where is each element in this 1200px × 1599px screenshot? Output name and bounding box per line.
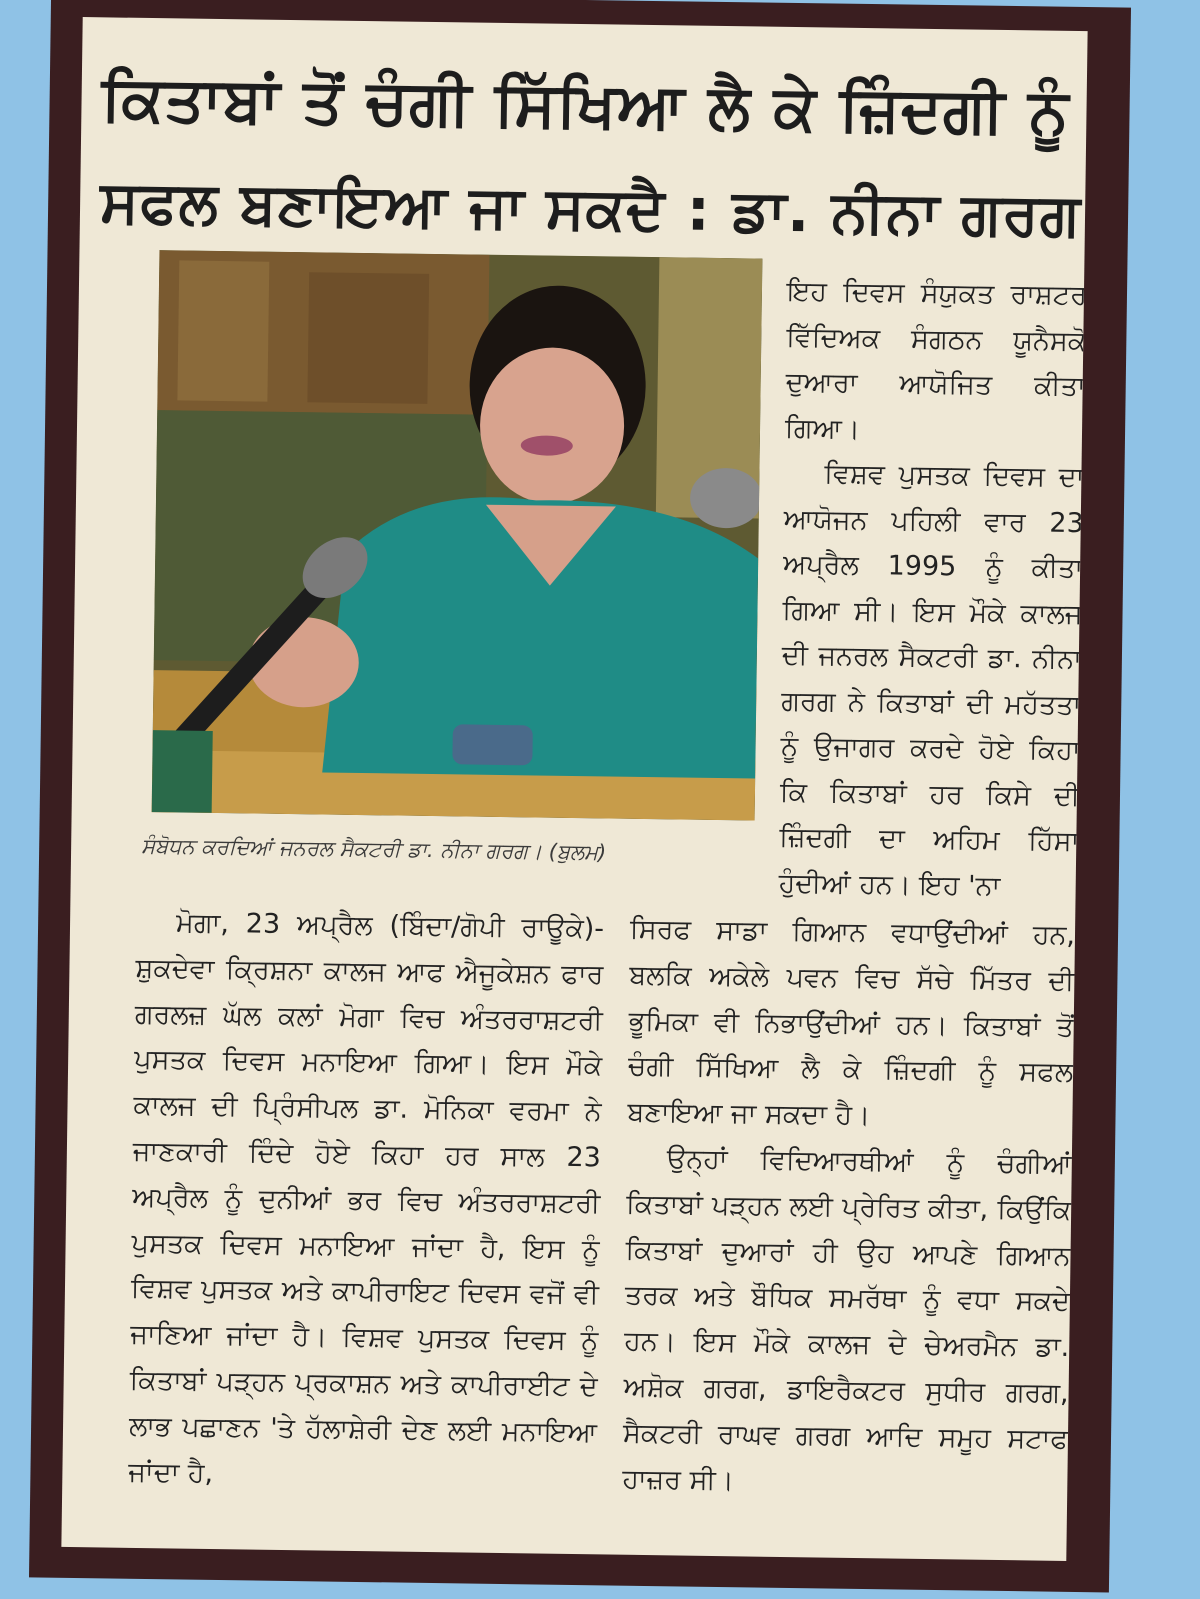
paragraph: ਮੋਗਾ, 23 ਅਪ੍ਰੈਲ (ਬਿੰਦਾ/ਗੋਪੀ ਰਾਊਕੇ)-ਸ਼ੁਕਦੇਵਾ ਕ੍ਰਿਸ਼ਨਾ ਕਾਲਜ ਆਫ ਐਜੂਕੇਸ਼ਨ ਫਾਰ ਗਰਲਜ਼ ਘੱਲ ਕਲਾਂ ਮੋਗਾ ਵਿਚ ਅੰਤਰਰਾਸ਼ਟਰੀ ਪੁਸਤਕ ਦਿਵਸ ਮਨਾਇਆ ਗਿਆ। ਇਸ ਮੌਕੇ ਕਾਲਜ ਦੀ ਪ੍ਰਿੰਸੀਪਲ ਡਾ. ਮੋਨਿਕਾ ਵਰਮਾ ਨੇ ਜਾਣਕਾਰੀ ਦਿੰਦੇ ਹੋਏ ਕਿਹਾ ਹਰ ਸਾਲ 23 ਅਪ੍ਰੈਲ ਨੂੰ ਦੁਨੀਆਂ ਭਰ ਵਿਚ ਅੰਤਰਰਾਸ਼ਟਰੀ ਪੁਸਤਕ ਦਿਵਸ ਮਨਾਇਆ ਜਾਂਦਾ ਹੈ, ਇਸ ਨੂੰ ਵਿਸ਼ਵ ਪੁਸਤਕ ਅਤੇ ਕਾਪੀਰਾਇਟ ਦਿਵਸ ਵਜੋਂ ਵੀ ਜਾਣਿਆ ਜਾਂਦਾ ਹੈ। ਵਿਸ਼ਵ ਪੁਸਤਕ ਦਿਵਸ ਨੂੰ ਕਿਤਾਬਾਂ ਪੜ੍ਹਨ ਪ੍ਰਕਾਸ਼ਨ ਅਤੇ ਕਾਪੀਰਾਈਟ ਦੇ ਲਾਭ ਪਛਾਣਨ 'ਤੇ ਹੱਲਾਸ਼ੇਰੀ ਦੇਣ ਲਈ ਮਨਾਇਆ ਜਾਂਦਾ ਹੈ, (128, 907, 605, 1489)
paragraph: ਸਿਰਫ ਸਾਡਾ ਗਿਆਨ ਵਧਾਉਂਦੀਆਂ ਹਨ, ਬਲਕਿ ਅਕੇਲੇ ਪਵਨ ਵਿਚ ਸੱਚੇ ਮਿੱਤਰ ਦੀ ਭੂਮਿਕਾ ਵੀ ਨਿਭਾਉਂਦੀਆਂ ਹਨ। ਕਿਤਾਬਾਂ ਤੋਂ ਚੰਗੀ ਸਿੱਖਿਆ ਲੈ ਕੇ ਜ਼ਿੰਦਗੀ ਨੂੰ ਸਫਲ ਬਣਾਇਆ ਜਾ ਸਕਦਾ ਹੈ। (627, 913, 1076, 1132)
headline-line-2: ਸਫਲ ਬਣਾਇਆ ਜਾ ਸਕਦੈ : ਡਾ. ਨੀਨਾ ਗਰਗ (99, 167, 1082, 250)
paragraph: ਉਨ੍ਹਾਂ ਵਿਦਿਆਰਥੀਆਂ ਨੂੰ ਚੰਗੀਆਂ ਕਿਤਾਬਾਂ ਪੜ੍ਹਨ ਲਈ ਪ੍ਰੇਰਿਤ ਕੀਤਾ, ਕਿਉਂਕਿ ਕਿਤਾਬਾਂ ਦੁਆਰਾਂ ਹੀ ਉਹ ਆਪਣੇ ਗਿਆਨ ਤਰਕ ਅਤੇ ਬੌਧਿਕ ਸਮਰੱਥਾ ਨੂੰ ਵਧਾ ਸਕਦੇ ਹਨ। ਇਸ ਮੌਕੇ ਕਾਲਜ ਦੇ ਚੇਅਰਮੈਨ ਡਾ. ਅਸ਼ੋਕ ਗਰਗ, ਡਾਇਰੈਕਟਰ ਸੁਧੀਰ ਗਰਗ, ਸੈਕਟਰੀ ਰਾਘਵ ਗਰਗ ਆਦਿ ਸਮੂਹ ਸਟਾਫ ਹਾਜ਼ਰ ਸੀ। (622, 1143, 1073, 1496)
paragraph: ਵਿਸ਼ਵ ਪੁਸਤਕ ਦਿਵਸ ਦਾ ਆਯੋਜਨ ਪਹਿਲੀ ਵਾਰ 23 ਅਪ੍ਰੈਲ 1995 ਨੂੰ ਕੀਤਾ ਗਿਆ ਸੀ। ਇਸ ਮੌਕੇ ਕਾਲਜ ਦੀ ਜਨਰਲ ਸੈਕਟਰੀ ਡਾ. ਨੀਨਾ ਗਰਗ ਨੇ ਕਿਤਾਬਾਂ ਦੀ ਮਹੱਤਤਾ ਨੂੰ ਉਜਾਗਰ ਕਰਦੇ ਹੋਏ ਕਿਹਾ ਕਿ ਕਿਤਾਬਾਂ ਹਰ ਕਿਸੇ ਦੀ ਜ਼ਿੰਦਗੀ ਦਾ ਅਹਿਮ ਹਿੱਸਾ ਹੁੰਦੀਆਂ ਹਨ। ਇਹ 'ਨਾ (778, 458, 1085, 902)
right-column-bottom (622, 907, 1075, 1509)
paragraph: ਇਹ ਦਿਵਸ ਸੰਯੁਕਤ ਰਾਸ਼ਟਰ ਵਿੱਦਿਅਕ ਸੰਗਠਨ ਯੂਨੈਸਕੋ ਦੁਆਰਾ ਆਯੋਜਿਤ ਕੀਤਾ ਗਿਆ। (784, 275, 1088, 445)
newspaper-clipping (61, 17, 1087, 1561)
article-photo (152, 250, 763, 820)
headline-line-1: ਕਿਤਾਬਾਂ ਤੋਂ ਚੰਗੀ ਸਿੱਖਿਆ ਲੈ ਕੇ ਜ਼ਿੰਦਗੀ ਨੂੰ (101, 61, 1071, 148)
speaker-photo-illustration (152, 250, 763, 820)
left-column (128, 900, 604, 1502)
photo-caption: ਸੰਬੋਧਨ ਕਰਦਿਆਂ ਜਨਰਲ ਸੈਕਟਰੀ ਡਾ. ਨੀਨਾ ਗਰਗ। (ਬੁਲਮ) (140, 833, 607, 865)
right-column-top (778, 269, 1087, 910)
